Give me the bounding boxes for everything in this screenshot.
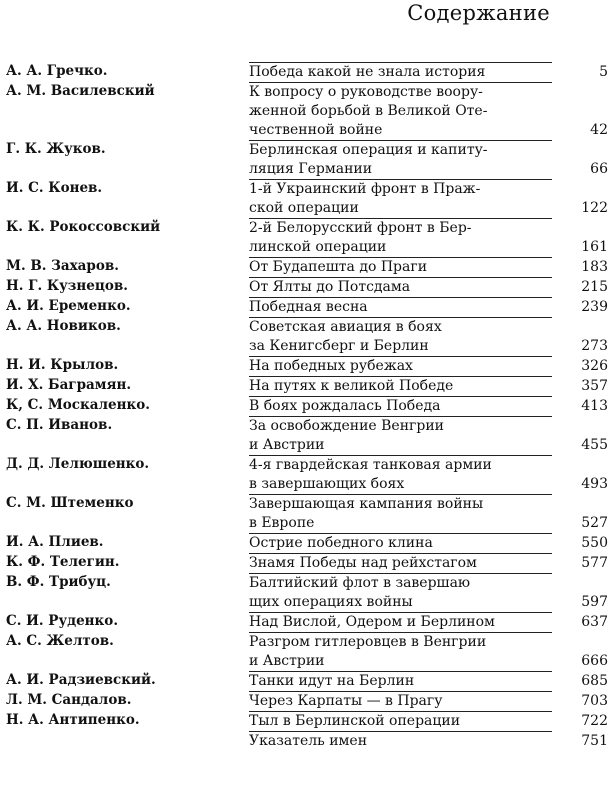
- toc-title: [249, 691, 552, 711]
- toc-title-line: Балтийский флот в завершаю: [249, 575, 471, 591]
- toc-page-number: 273: [581, 338, 608, 354]
- toc-title-line: 1-й Украинский фронт в Праж-: [249, 181, 481, 197]
- toc-entry: [0, 356, 612, 376]
- toc-author: К. Ф. Телегин.: [6, 554, 120, 570]
- toc-entry: [0, 376, 612, 396]
- toc-title: [249, 494, 552, 533]
- toc-author: С. М. Штеменко: [6, 495, 134, 511]
- toc-page-number: 455: [581, 437, 608, 453]
- toc-title-line: в Европе: [249, 515, 315, 531]
- toc-title-line: Берлинская операция и капиту-: [249, 142, 488, 158]
- toc-page-number: 326: [581, 358, 608, 374]
- toc-author: С. И. Руденко.: [6, 613, 119, 629]
- toc-title-line: линской операции: [249, 239, 387, 255]
- toc-page-number: 239: [581, 299, 608, 315]
- toc-entry: [0, 317, 612, 356]
- toc-author: И. Х. Баграмян.: [6, 377, 132, 393]
- toc-title-line: Победная весна: [249, 299, 368, 315]
- toc-title-line: Над Вислой, Одером и Берлином: [249, 614, 495, 630]
- toc-title-line: К вопросу о руководстве вооpу-: [249, 84, 483, 100]
- toc-title-line: Танки идут на Берлин: [249, 673, 415, 689]
- toc-page-number: 722: [581, 713, 608, 729]
- toc-title: [249, 455, 552, 494]
- toc-title-line: женной борьбой в Великой Оте-: [249, 103, 488, 119]
- toc-title: [249, 82, 552, 140]
- toc-title-line: Острие победного клина: [249, 535, 433, 551]
- toc-title-line: чественной войне: [249, 122, 383, 138]
- toc-page-number: 751: [581, 733, 608, 749]
- toc-author: Г. К. Жуков.: [6, 141, 106, 157]
- toc-page-number: 685: [581, 673, 608, 689]
- toc-title: [249, 573, 552, 612]
- toc-title: [249, 179, 552, 218]
- toc-author: А. М. Василевский: [6, 83, 155, 99]
- toc-title: [249, 297, 552, 317]
- toc-title: [249, 257, 552, 277]
- toc-entry: [0, 533, 612, 553]
- toc-entry: [0, 455, 612, 494]
- toc-title-line: От Будапешта до Праги: [249, 259, 428, 275]
- toc-page-number: 577: [581, 555, 608, 571]
- toc-author: К. К. Рокоссовский: [6, 219, 161, 235]
- toc-author: И. С. Конев.: [6, 180, 103, 196]
- toc-title-line: Победа какой не знала история: [249, 64, 486, 80]
- toc-author: А. А. Гречко.: [6, 63, 108, 79]
- toc-title: [249, 632, 552, 671]
- toc-title-line: За освобождение Венгрии: [249, 418, 445, 434]
- toc-title-line: Тыл в Берлинской операции: [249, 713, 461, 729]
- toc-author: А. С. Желтов.: [6, 633, 114, 649]
- toc-title-line: От Ялты до Потсдама: [249, 279, 411, 295]
- toc-author: С. П. Иванов.: [6, 417, 113, 433]
- toc-author: А. А. Новиков.: [6, 318, 121, 334]
- toc-page-number: 493: [581, 476, 608, 492]
- toc-page-number: 183: [581, 259, 608, 275]
- toc-page-number: 66: [590, 161, 608, 177]
- toc-title-line: ской операции: [249, 200, 359, 216]
- toc-page-number: 5: [599, 64, 608, 80]
- toc-author: Н. И. Крылов.: [6, 357, 119, 373]
- toc-entry: [0, 140, 612, 179]
- toc-entry: [0, 691, 612, 711]
- toc-title-line: На путях к великой Победе: [249, 378, 454, 394]
- toc-entry: [0, 711, 612, 731]
- toc-title: [249, 533, 552, 553]
- toc-entry: [0, 494, 612, 533]
- toc-author: Н. Г. Кузнецов.: [6, 278, 128, 294]
- toc-page-number: 527: [581, 515, 608, 531]
- toc-entry: [0, 731, 612, 751]
- toc-title: [249, 356, 552, 376]
- toc-entry: [0, 396, 612, 416]
- toc-title-line: за Кенигсберг и Берлин: [249, 338, 429, 354]
- toc-title-line: Разгром гитлеровцев в Венгрии: [249, 634, 487, 650]
- toc-title: [249, 671, 552, 691]
- toc-author: К, С. Москаленко.: [6, 397, 150, 413]
- toc-title: [249, 612, 552, 632]
- toc-entry: [0, 218, 612, 257]
- toc-title: [249, 140, 552, 179]
- toc-page-number: 161: [581, 239, 608, 255]
- toc-title: [249, 711, 552, 731]
- toc-author: А. И. Радзиевский.: [6, 672, 156, 688]
- toc-title-line: Завершающая кампания войны: [249, 496, 484, 512]
- toc-author: Н. А. Антипенко.: [6, 712, 140, 728]
- toc-title-line: Через Карпаты — в Прагу: [249, 693, 443, 709]
- toc-page-number: 550: [581, 535, 608, 551]
- toc-title-line: в завершающих боях: [249, 476, 405, 492]
- toc-title: [249, 218, 552, 257]
- toc-title-line: Указатель имен: [249, 733, 368, 749]
- toc-page-number: 357: [581, 378, 608, 394]
- toc-entry: [0, 257, 612, 277]
- toc-title: [249, 396, 552, 416]
- toc-title: [249, 376, 552, 396]
- toc-title: [249, 553, 552, 573]
- toc-title-line: На победных рубежах: [249, 358, 413, 374]
- toc-entry: [0, 82, 612, 140]
- toc-page-number: 42: [590, 122, 608, 138]
- toc-page-number: 666: [581, 653, 608, 669]
- toc-entry: [0, 671, 612, 691]
- toc-title-line: 4-я гвардейская танковая армии: [249, 457, 492, 473]
- toc-author: И. А. Плиев.: [6, 534, 104, 550]
- toc-title: [249, 62, 552, 82]
- toc-entry: [0, 573, 612, 612]
- toc-entry: [0, 632, 612, 671]
- toc-entry: [0, 62, 612, 82]
- toc-title-line: ляция Германии: [249, 161, 373, 177]
- toc-entry: [0, 416, 612, 455]
- page-title: Содержание: [407, 1, 550, 25]
- toc-page-number: 122: [581, 200, 608, 216]
- toc-entry: [0, 612, 612, 632]
- toc-title: [249, 731, 552, 751]
- toc-author: М. В. Захаров.: [6, 258, 119, 274]
- toc-page-number: 637: [581, 614, 608, 630]
- toc-author: В. Ф. Трибуц.: [6, 574, 111, 590]
- toc-title: [249, 416, 552, 455]
- toc-author: Д. Д. Лелюшенко.: [6, 456, 150, 472]
- toc-page-number: 215: [581, 279, 608, 295]
- toc-title: [249, 317, 552, 356]
- toc-title-line: Советская авиация в боях: [249, 319, 442, 335]
- toc-title-line: В боях рождалась Победа: [249, 398, 441, 414]
- toc-page-number: 597: [581, 594, 608, 610]
- toc-entry: [0, 297, 612, 317]
- toc-entry: [0, 277, 612, 297]
- toc-title: [249, 277, 552, 297]
- toc-title-line: и Австрии: [249, 653, 325, 669]
- toc-title-line: Знамя Победы над рейхстагом: [249, 555, 477, 571]
- toc-page-number: 413: [581, 398, 608, 414]
- toc-page-number: 703: [581, 693, 608, 709]
- toc-entry: [0, 179, 612, 218]
- toc-title-line: и Австрии: [249, 437, 325, 453]
- toc-author: Л. М. Сандалов.: [6, 692, 132, 708]
- toc-title-line: 2-й Белорусский фронт в Бер-: [249, 220, 472, 236]
- table-of-contents: [0, 62, 612, 751]
- toc-entry: [0, 553, 612, 573]
- toc-title-line: щих операциях войны: [249, 594, 413, 610]
- toc-author: А. И. Еременко.: [6, 298, 131, 314]
